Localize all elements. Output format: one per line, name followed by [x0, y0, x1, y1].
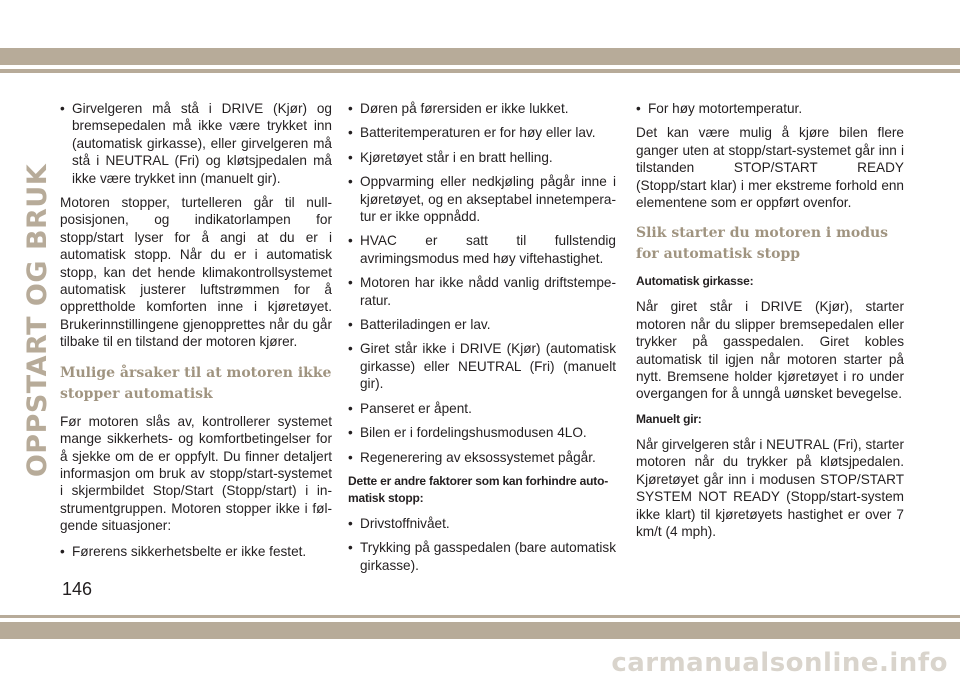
list-item: • Bilen er i fordelingshusmodusen 4LO.: [348, 424, 616, 441]
column-2: [348, 100, 616, 581]
subheading-manual: Manuelt gir:: [636, 411, 702, 426]
paragraph-not-ready: Det kan være mulig å kjøre bilen flere ganger uten at stopp/start-systemet går inn i tilstanden STOP/START READY (Stopp/start klar) i mer ekstreme forhold enn elementene som er oppført ovenfor.: [636, 125, 904, 211]
list-item: • Døren på førersiden er ikke lukket.: [348, 100, 616, 117]
page-number: 146: [62, 579, 93, 599]
list-item: • Batteritemperaturen er for høy eller lav.: [348, 124, 616, 141]
section-side-title-text: OPPSTART OG BRUK: [22, 163, 54, 477]
footer-stripe: [0, 622, 960, 639]
list-item: • Regenerering av eksossystemet pågår.: [348, 449, 616, 466]
subheading-automatic: Automatisk girkasse:: [636, 274, 754, 289]
list-item: • Kjøretøyet står i en bratt helling.: [348, 149, 616, 166]
list-item: • Batteriladingen er lav.: [348, 316, 616, 333]
bullet-gear-condition: • Girvelgeren må stå i DRIVE (Kjør) og bremsepedalen må ikke være trykket inn (automatisk girkasse), eller girvelgeren må stå i NEUTRAL (Fri) og kløtsjpedalen må ikke være trykket inn (manuelt gir).: [60, 100, 332, 187]
paragraph-automatic: Når giret står i DRIVE (Kjør), starter motoren når du slipper bremsepedalen eller trykker på gasspedalen. Giret kobles automatisk til igjen når motoren starter på nytt. Bremsene holder kjøretøyet i ro under overgangen for å unngå uønsket bevegelse.: [636, 299, 904, 402]
list-item: • Motoren har ikke nådd vanlig driftstemperatur.: [348, 274, 616, 309]
header-stripe-thin: [0, 69, 960, 73]
footer-stripe-thin: [0, 615, 960, 618]
list-item: • HVAC er satt til fullstendig avrimingsmodus med høy viftehastighet.: [348, 232, 616, 267]
paragraph-engine-stops: Motoren stopper, turtelleren går til nullposisjonen, og indikatorlampen for stopp/start lyser for å angi at du er i automatisk stopp. Når du er i automatisk stopp, kan det hende klimakontrollsystemet automatisk justerer luftstrømmen for å opprettholde komforten inne i kjøretøyet. Brukerinnstillingene gjenopprettes når du går tilbake til en tilstand der motoren kjører.: [60, 195, 332, 350]
list-item: • Trykking på gasspedalen (bare automatisk girkasse).: [348, 539, 616, 574]
paragraph-system-checks: Før motoren slås av, kontrollerer systemet mange sikkerhets- og komfortbetingelser for å sjekke om de er oppfylt. Du finner detaljert informasjon om bruk av stopp/start-systemet i skjermbildet Stop/Start (Stopp/start) i instrumentgruppen. Motoren stopper ikke i følgende situasjoner:: [60, 413, 332, 534]
bullet-seatbelt: • Førerens sikkerhetsbelte er ikke festet.: [60, 543, 332, 560]
watermark: carmanualsonline.info: [611, 648, 948, 678]
list-item: • Drivstoffnivået.: [348, 515, 616, 532]
heading-restart-engine: Slik starter du motoren i modus for automatisk stopp: [636, 225, 889, 263]
subheading-other-factors: Dette er andre faktorer som kan forhindre automatisk stopp:: [348, 473, 609, 505]
header-band: [0, 0, 960, 76]
list-item: • Oppvarming eller nedkjøling pågår inne i kjøretøyet, og en akseptabel innetemperatur er ikke oppnådd.: [348, 173, 616, 225]
column-1: [60, 100, 332, 567]
paragraph-manual: Når girvelgeren står i NEUTRAL (Fri), starter motoren når du trykker på kløtsjpedalen. Kjøretøyet går inn i modusen STOP/START SYSTEM NOT READY (Stopp/start-system ikke klart) til kjøretøyets hastighet er over 7 km/t (4 mph).: [636, 436, 904, 539]
header-stripe: [0, 48, 960, 65]
list-item: • Panseret er åpent.: [348, 400, 616, 417]
bullet-engine-temp: • For høy motortemperatur.: [636, 100, 904, 117]
heading-possible-causes: Mulige årsaker til at motoren ikke stopper automatisk: [60, 364, 332, 402]
list-item: • Giret står ikke i DRIVE (Kjør) (automatisk girkasse) eller NEUTRAL (Fri) (manuelt gir).: [348, 340, 616, 392]
column-3: [636, 100, 904, 548]
section-side-title: [8, 163, 68, 477]
